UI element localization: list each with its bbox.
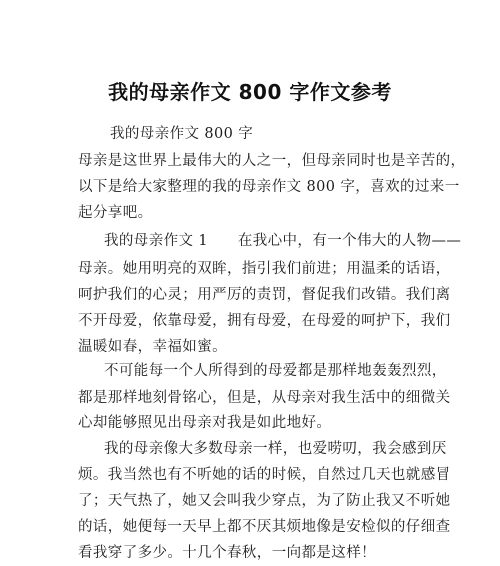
paragraph-line: 烦。我当然也有不听她的话的时候，自然过几天也就感冒	[78, 467, 451, 483]
paragraph-line: 呵护我们的心灵；用严厉的责罚，督促我们改错。我们离	[78, 287, 451, 303]
paragraph-line: 我的母亲像大多数母亲一样，也爱唠叨，我会感到厌	[104, 441, 447, 457]
document-title: 我的母亲作文 800 字作文参考	[108, 80, 392, 104]
paragraph-line: 母亲。她用明亮的双眸，指引我们前进；用温柔的话语，	[78, 261, 451, 277]
paragraph-line: 了；天气热了，她又会叫我少穿点，为了防止我又不听她	[78, 493, 451, 509]
paragraph-line: 母亲是这世界上最伟大的人之一，但母亲同时也是辛苦的，	[78, 153, 466, 169]
paragraph-line: 不可能每一个人所得到的母爱都是那样地轰轰烈烈，	[104, 363, 447, 379]
essay-subtitle: 我的母亲作文 800 字	[110, 126, 254, 142]
paragraph-line: 以下是给大家整理的我的母亲作文 800 字，喜欢的过来一	[78, 179, 460, 195]
paragraph-line: 温暖如春，幸福如蜜。	[78, 339, 227, 355]
paragraph-line: 看我穿了多少。十几个春秋，一向都是这样！	[78, 545, 376, 561]
paragraph-line: 的话，她便每一天早上都不厌其烦地像是安检似的仔细查	[78, 519, 451, 535]
paragraph-line: 心却能够照见出母亲对我是如此地好。	[78, 415, 332, 431]
paragraph-line: 我的母亲作文 1 在我心中，有一个伟大的人物——	[104, 233, 462, 249]
paragraph-line: 不开母爱，依靠母爱，拥有母爱，在母爱的呵护下，我们	[78, 313, 451, 329]
paragraph-line: 都是那样地刻骨铭心，但是，从母亲对我生活中的细微关	[78, 390, 451, 406]
paragraph-line: 起分享吧。	[78, 205, 153, 221]
